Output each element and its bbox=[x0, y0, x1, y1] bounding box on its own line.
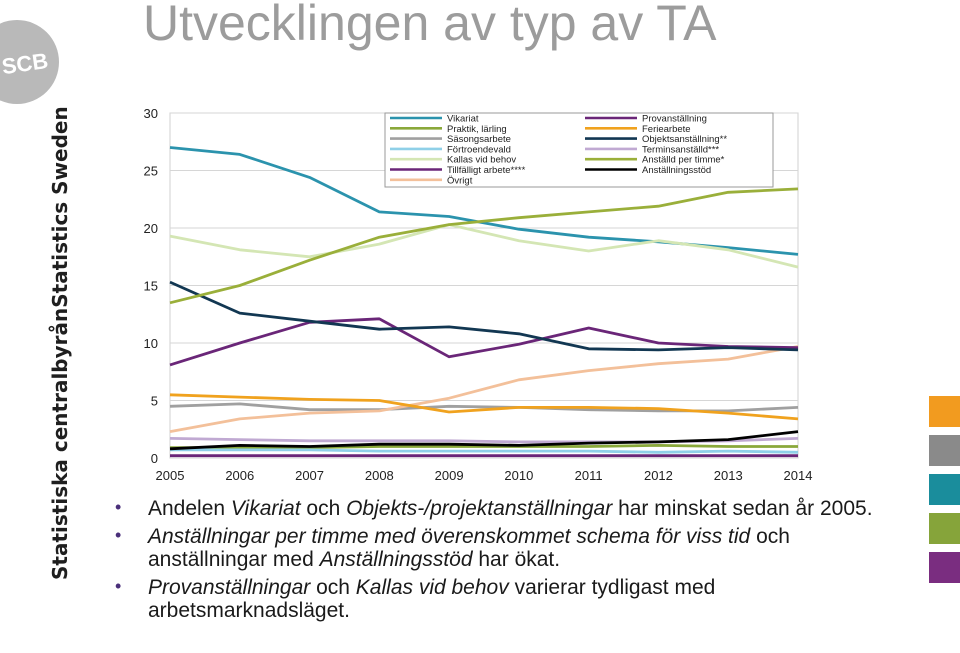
bullet-text: har minskat sedan år 2005. bbox=[612, 497, 873, 520]
bullet-text: Objekts-/projektanställningar bbox=[346, 497, 613, 520]
bullet-text: Vikariat bbox=[230, 497, 301, 520]
x-tick-label: 2010 bbox=[504, 468, 534, 483]
line-chart bbox=[130, 100, 830, 490]
x-tick-label: 2006 bbox=[225, 468, 255, 483]
color-swatch bbox=[929, 396, 960, 427]
legend-label: Feriearbete bbox=[642, 123, 691, 135]
scb-logo bbox=[0, 18, 62, 113]
bullet-text: varierar tydligast med arbetsmarknadsläget. bbox=[148, 576, 716, 622]
x-tick-label: 2008 bbox=[364, 468, 394, 483]
x-tick-label: 2014 bbox=[783, 468, 813, 483]
legend-label: Säsongsarbete bbox=[447, 134, 511, 146]
legend-label: Provanställning bbox=[642, 113, 707, 125]
bullet-text: Provanställningar bbox=[148, 576, 311, 599]
x-tick-label: 2013 bbox=[713, 468, 743, 483]
color-swatch bbox=[929, 435, 960, 466]
brand-text bbox=[40, 106, 80, 580]
color-swatch bbox=[929, 552, 960, 583]
y-tick-label: 5 bbox=[150, 393, 158, 409]
bullet-item bbox=[115, 576, 905, 622]
y-tick-label: 30 bbox=[143, 106, 158, 121]
color-swatch bbox=[929, 513, 960, 544]
brand-english: Statistics Sweden bbox=[48, 106, 72, 308]
brand-swedish: Statistiska centralbyrån bbox=[48, 307, 72, 580]
bullet-text: Kallas vid behov bbox=[355, 576, 509, 599]
bullet-text: har ökat. bbox=[472, 548, 561, 571]
x-tick-label: 2012 bbox=[643, 468, 673, 483]
y-tick-label: 10 bbox=[143, 336, 158, 351]
legend-label: Anställningsstöd bbox=[642, 165, 712, 176]
bullet-text: och bbox=[310, 576, 356, 599]
legend-label: Vikariat bbox=[447, 113, 479, 125]
x-tick-label: 2011 bbox=[574, 468, 603, 483]
bullet-text: Anställningsstöd bbox=[319, 548, 473, 571]
legend-label: Praktik, lärling bbox=[447, 123, 507, 135]
bullet-text: Anställningar per timme med överenskommet schema för viss tid bbox=[148, 525, 751, 548]
y-tick-label: 25 bbox=[143, 163, 158, 179]
bullet-item bbox=[115, 497, 905, 520]
bullet-text: och anställningar med bbox=[148, 525, 790, 571]
bullet-text: Andelen bbox=[148, 497, 231, 520]
y-tick-label: 20 bbox=[143, 221, 158, 236]
bullet-text: och bbox=[300, 497, 347, 520]
legend-label: Anställd per timme* bbox=[642, 154, 725, 166]
y-tick-label: 15 bbox=[143, 278, 158, 294]
x-tick-label: 2007 bbox=[295, 468, 325, 483]
legend-label: Kallas vid behov bbox=[447, 154, 517, 166]
page-title: Utvecklingen av typ av TA bbox=[143, 0, 717, 51]
x-tick-label: 2005 bbox=[155, 468, 185, 483]
legend-label: Objektsanställning** bbox=[642, 134, 728, 146]
y-tick-label: 0 bbox=[150, 451, 158, 466]
bullet-item bbox=[115, 525, 905, 571]
legend-label: Övrigt bbox=[447, 175, 473, 187]
legend-label: Förtroendevald bbox=[447, 144, 511, 156]
scb-logo-text: SCB bbox=[0, 47, 50, 80]
bullet-list bbox=[115, 497, 905, 627]
legend-label: Tillfälligt arbete**** bbox=[447, 165, 526, 176]
color-swatch bbox=[929, 474, 960, 505]
legend-label: Terminsanställd*** bbox=[642, 144, 720, 156]
x-tick-label: 2009 bbox=[434, 468, 464, 483]
